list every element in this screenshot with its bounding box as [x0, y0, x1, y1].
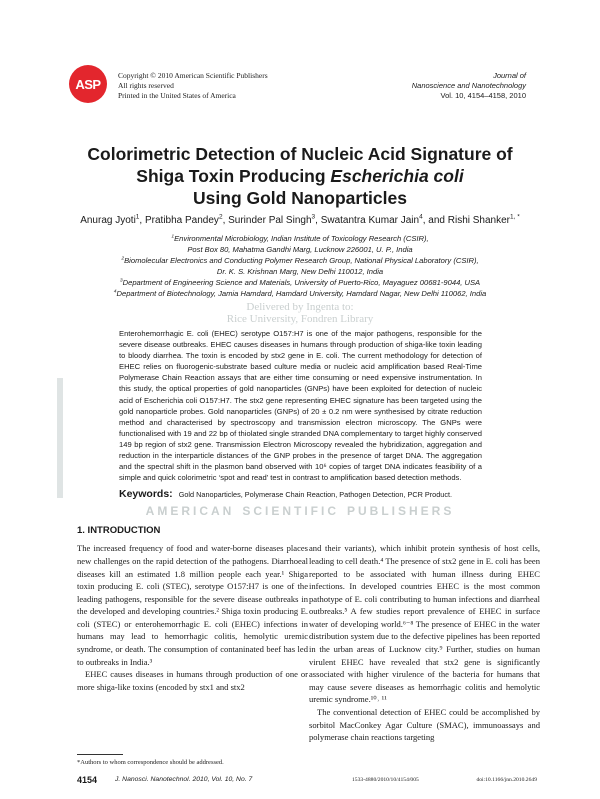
- watermark-block: [0, 301, 600, 325]
- watermark-publisher: [0, 504, 600, 518]
- keywords-text: Gold Nanoparticles, Polymerase Chain Reaction, Pathogen Detection, PCR Product.: [178, 490, 453, 500]
- affiliation: [60, 277, 540, 288]
- author-sup: 3: [311, 213, 316, 221]
- author-sup: 2: [218, 213, 223, 221]
- affil-sup: 2: [121, 256, 125, 262]
- affil-text: Environmental Microbiology, Indian Institute of Toxicology Research (CSIR),: [174, 234, 429, 243]
- affil-text: Department of Biotechnology, Jamia Hamdard, Hamdard University, Hamdard Nagar, New Delhi 110062, India: [116, 289, 487, 298]
- author-list: Anurag Jyoti$^1$, Pratibha Pandey$^2$, Surinder Pal Singh$^3$, Swatantra Kumar Jain$^4$, and Rishi Shanker$^{1, *}$: [80, 213, 520, 226]
- journal-line: Journal of: [493, 71, 526, 80]
- title-line: Colorimetric Detection of Nucleic Acid Signature of: [87, 144, 513, 164]
- author-sup: 1: [135, 213, 140, 221]
- copyright-line: Printed in the United States of America: [118, 91, 236, 100]
- watermark-library: Rice University, Fondren Library: [226, 313, 374, 325]
- title-text: Shiga Toxin Producing: [136, 166, 331, 186]
- journal-volume: Vol. 10, 4154–4158, 2010: [440, 91, 526, 100]
- affiliation: [60, 255, 540, 266]
- footnote: *Authors to whom correspondence should be addressed.: [77, 758, 224, 766]
- journal-citation: J. Nanosci. Nanotechnol. 2010, Vol. 10, No. 7: [115, 775, 253, 783]
- page-header: [69, 65, 537, 125]
- affil-sup: 4: [113, 289, 117, 295]
- affiliation: [60, 244, 540, 255]
- affiliations: [60, 233, 540, 299]
- title-species: Escherichia coli: [330, 166, 464, 186]
- copyright-line: Copyright © 2010 American Scientific Publishers: [118, 71, 268, 80]
- author-name: Pratibha Pandey: [144, 215, 219, 226]
- journal-info: [412, 71, 526, 101]
- paragraph: and their variants), which inhibit protein synthesis of host cells, leading to cell death.⁴ The presence of stx2 gene in E. coli has been reported to be associated with human illness during EHEC infections. In developed countries EHEC is the most common pathotype of E. coli contributing to human infections and diarrheal outbreaks.⁵ A few studies report prevalence of EHEC in surface water of developing world.⁶⁻⁸ The presence of EHEC in the water distribution system due to the defective pipelines has been reported in the urban areas of Lucknow city.⁹ Further, studies on human virulent EHEC have revealed that stx2 gene is significantly associated with higher virulence of the bacteria for humans that may cause severe diseases as hemorrhagic colitis and hemolytic uremic syndrome.¹⁰˒ ¹¹: [309, 543, 540, 705]
- affil-text: Department of Engineering Science and Materials, University of Puerto-Rico, Mayaguez 00681-9044, USA: [122, 278, 481, 287]
- author-name: Anurag Jyoti: [80, 215, 136, 226]
- title-line: Using Gold Nanoparticles: [193, 188, 407, 208]
- keywords-label: Keywords:: [119, 488, 173, 501]
- section-heading: 1. INTRODUCTION: [77, 525, 161, 537]
- affil-text: Dr. K. S. Krishnan Marg, New Delhi 110012, India: [216, 267, 384, 276]
- watermark-word: SCIENTIFIC: [242, 504, 339, 519]
- author-sup: 1, *: [510, 213, 520, 221]
- page-footer: [77, 775, 537, 789]
- affil-text: Post Box 80, Mahatma Gandhi Marg, Lucknow 226001, U. P., India: [187, 245, 413, 254]
- author-sup: 4: [419, 213, 423, 221]
- paragraph: The increased frequency of food and water-borne diseases places new challenges on the rapid detection of the pathogens. Diarrhoeal diseases kill an estimated 1.8 million people each year.¹ Shiga toxin producing E. coli (STEC), serotype O157:H7 is one of the leading pathogens, responsible for the severe disease outbreaks in the developed and developing countries.² Shiga toxin producing E. coli (STEC) or enterohemorrhagic E. coli (EHEC) infections in humans may lead to hemorrhagic colitis, hemolytic uremic syndrome, or death. The consumption of contaninated beef has led to outbreaks in India.³: [77, 543, 308, 667]
- author-name: Surinder Pal Singh: [228, 215, 312, 226]
- footnote-rule: [77, 754, 123, 755]
- paragraph: The conventional detection of EHEC could be accomplished by sorbitol MacConkey Agar Culture (SMAC), immunoassays and polymerase chain reactions targeting: [309, 707, 540, 743]
- copyright-notice: [118, 71, 268, 101]
- title-line: [60, 165, 540, 187]
- body-columns: [77, 542, 540, 744]
- affiliation: [60, 233, 540, 244]
- affiliation: [60, 288, 540, 299]
- watermark-delivered: Delivered by Ingenta to:: [246, 301, 354, 313]
- article-title: [60, 143, 540, 209]
- watermark-word: PUBLISHERS: [347, 504, 455, 519]
- asp-logo: ASP: [69, 65, 107, 103]
- affil-sup: 1: [171, 234, 175, 240]
- right-column: [309, 542, 540, 744]
- abstract: Enterohemorrhagic E. coli (EHEC) serotype O157:H7 is one of the major pathogens, responsible for the severe disease outbreaks. EHEC causes diseases in humans through production of shiga-like toxin leading to bloody diarrhea. The toxin is encoded by stx2 gene in E. coli. The current methodology for detection of EHEC relies on fluorogenic-substrate based culture media or nucleic acid amplification based Real-Time Polymerase Chain Reaction assays that are either time consuming or need expensive instrumentation. In this study, the optical properties of gold nanoparticles (GNPs) have been exploited for detection of nucleic acid of Escherichia coli O157:H7. The stx2 gene representing EHEC signature has been targeted using the gold nanoparticle probes. Gold nanoparticles (GNPs) of 20 ± 0.2 nm were synthesised by citrate reduction method and characterised by spectroscopy and transmission electron microscopy. The GNPs were functionalised with 19 and 22 bp of thiolated single stranded DNA complementary to target highly conserved 149 bp region of stx2 gene. Transmission Electron Microscopy revealed the hybridization, aggregation and reduction in the interparticle distances of the GNP probes in the presence of target DNA. The aggregation and the spectral shift in the plasmon band observed with 10⁶ copies of target DNA indicates feasibility of a simple and quick colorimetric ‘spot and read’ test in contrast to amplification based detection methods.: [119, 329, 482, 483]
- author-name: Rishi Shanker: [447, 215, 511, 226]
- page-number: 4154: [77, 774, 98, 785]
- left-column: [77, 542, 308, 744]
- margin-bar: [57, 378, 63, 498]
- paragraph: EHEC causes diseases in humans through production of one or more shiga-like toxins (encoded by stx1 and stx2: [77, 669, 308, 692]
- affil-text: Biomolecular Electronics and Conducting Polymer Research Group, National Physical Laboratory (CSIR),: [124, 256, 479, 265]
- affil-sup: 3: [119, 278, 123, 284]
- watermark-word: AMERICAN: [145, 504, 235, 519]
- affiliation: [60, 266, 540, 277]
- doi-link[interactable]: doi:10.1166/jnn.2010.2649: [476, 776, 537, 783]
- author-name: Swatantra Kumar Jain: [320, 215, 420, 226]
- copyright-line: All rights reserved: [118, 81, 174, 90]
- journal-name: Nanoscience and Nanotechnology: [411, 81, 526, 90]
- issn: 1533-4880/2010/10/4154/005: [352, 776, 419, 783]
- keywords: [119, 487, 489, 502]
